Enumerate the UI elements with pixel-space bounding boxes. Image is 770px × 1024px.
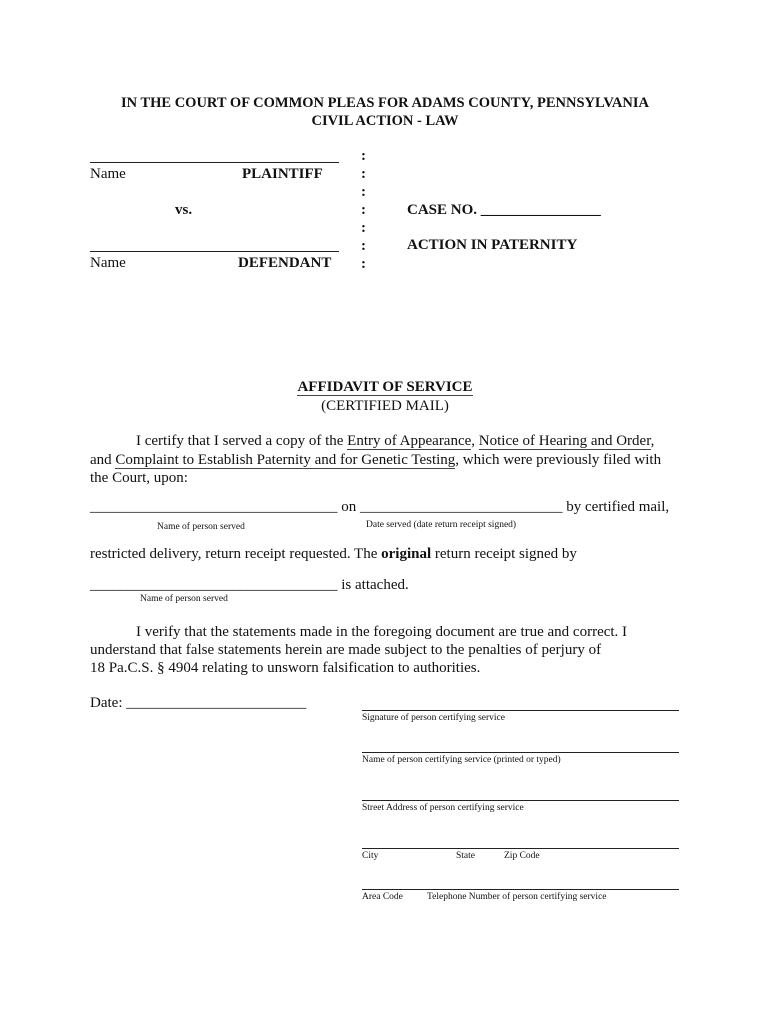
certified-mail-text: by certified mail, — [562, 499, 670, 515]
civil-action-header: CIVIL ACTION - LAW — [311, 113, 459, 129]
certify-text: and — [90, 452, 116, 468]
caption-colon: : — [361, 148, 366, 164]
case-number[interactable]: CASE NO. ________________ — [407, 202, 601, 218]
date-row — [90, 695, 306, 712]
plaintiff-name-label: Name — [90, 166, 126, 182]
date-served-caption: Date served (date return receipt signed) — [366, 520, 517, 530]
served-line — [90, 499, 669, 516]
certify-text: , which were previously filed with — [455, 452, 662, 468]
printed-name-line[interactable] — [362, 752, 679, 753]
receipt-signer-caption: Name of person served — [140, 594, 228, 604]
certify-line-3: the Court, upon: — [90, 470, 188, 486]
caption-colon: : — [361, 166, 366, 182]
signature-line[interactable] — [362, 710, 679, 711]
date-served-field[interactable]: ___________________________ — [360, 499, 563, 515]
affidavit-title — [0, 379, 770, 396]
signature-caption: Signature of person certifying service — [362, 713, 505, 723]
complaint-link[interactable]: Complaint to Establish Paternity and for Genetic Testing — [115, 452, 456, 468]
person-served-field[interactable]: _________________________________ — [90, 499, 338, 515]
attached-line — [90, 577, 409, 594]
on-text: on — [337, 499, 360, 515]
notice-of-hearing-link[interactable]: Notice of Hearing and Order — [478, 433, 651, 449]
original-emphasis: original — [381, 546, 432, 562]
plaintiff-label: PLAINTIFF — [242, 166, 323, 182]
separator: , — [471, 433, 479, 449]
caption-colon: : — [361, 220, 366, 236]
court-header: IN THE COURT OF COMMON PLEAS FOR ADAMS COUNTY, PENNSYLVANIA — [120, 95, 649, 111]
caption-colon: : — [361, 256, 366, 272]
vs-label: vs. — [175, 202, 193, 218]
verify-line-2: understand that false statements herein are made subject to the penalties of perjury of — [90, 642, 602, 658]
telephone-caption: Telephone Number of person certifying service — [427, 892, 607, 902]
certify-line-1 — [136, 433, 654, 450]
affidavit-title-text: AFFIDAVIT OF SERVICE — [297, 379, 473, 395]
receipt-signer-field[interactable]: _________________________________ — [90, 577, 338, 593]
caption-colon: : — [361, 184, 366, 200]
entry-of-appearance-link[interactable]: Entry of Appearance — [347, 433, 472, 449]
restricted-text: return receipt signed by — [431, 546, 577, 562]
caption-colon: : — [361, 238, 366, 254]
telephone-line[interactable] — [362, 889, 679, 890]
defendant-name-label: Name — [90, 255, 126, 271]
certify-text: I certify that I served a copy of the — [136, 433, 348, 449]
caption-colon: : — [361, 202, 366, 218]
street-address-line[interactable] — [362, 800, 679, 801]
restricted-text: restricted delivery, return receipt requested. The — [90, 546, 382, 562]
city-state-zip-line[interactable] — [362, 848, 679, 849]
area-code-caption: Area Code — [362, 892, 403, 902]
date-label: Date: — [90, 695, 127, 711]
separator: , — [650, 433, 655, 449]
attached-text: is attached. — [337, 577, 409, 593]
restricted-delivery-line — [90, 546, 577, 563]
city-caption: City — [362, 851, 379, 861]
street-address-caption: Street Address of person certifying service — [362, 803, 524, 813]
defendant-label: DEFENDANT — [238, 255, 332, 271]
affidavit-subtitle: (CERTIFIED MAIL) — [321, 398, 449, 414]
state-caption: State — [456, 851, 475, 861]
person-served-caption: Name of person served — [157, 522, 245, 532]
zip-caption: Zip Code — [504, 851, 540, 861]
certify-line-2 — [90, 452, 661, 469]
printed-name-caption: Name of person certifying service (printed or typed) — [362, 755, 561, 765]
defendant-name-line[interactable] — [90, 251, 339, 252]
date-field[interactable]: ________________________ — [126, 695, 307, 711]
verify-line-1: I verify that the statements made in the foregoing document are true and correct. I — [136, 624, 628, 640]
action-type: ACTION IN PATERNITY — [407, 237, 578, 253]
plaintiff-name-line[interactable] — [90, 162, 339, 163]
verify-line-3: 18 Pa.C.S. § 4904 relating to unsworn falsification to authorities. — [90, 660, 481, 676]
